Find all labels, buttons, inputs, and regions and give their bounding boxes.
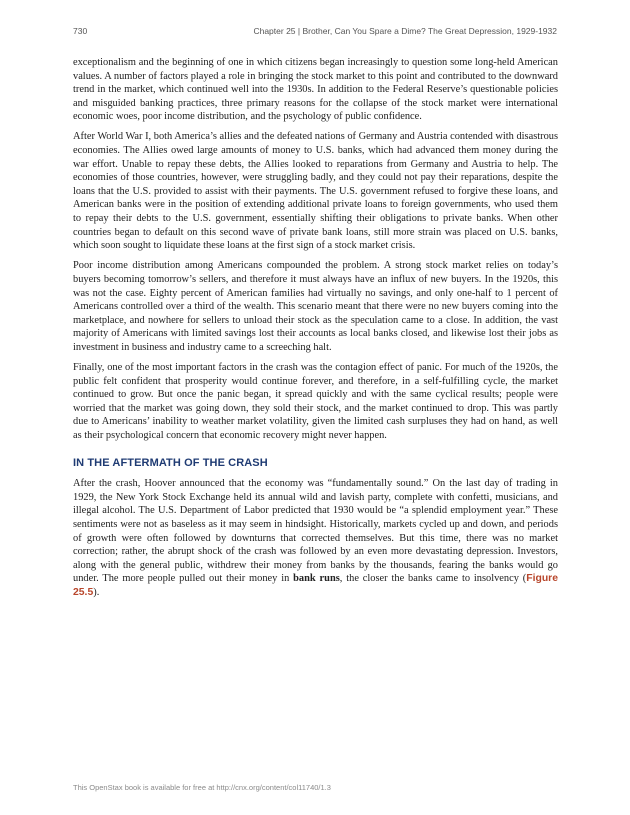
paragraph-1: exceptionalism and the beginning of one in which citizens began increasingly to question some long-held American values. A number of factors played a role in bringing the stock market to this point and contributed to the downward trend in the market, which continued well into the 1930s. In addition to the Federal Reserve’s questionable policies and misguided banking practices, three primary reasons for the collapse of the stock market were international economic woes, poor income distribution, and the psychology of public confidence.: [73, 57, 558, 123]
paragraph-5-text: After the crash, Hoover announced that the economy was “fundamentally sound.” On the last day of trading in 1929, the New York Stock Exchange held its annual wild and lavish party, complete with confetti, musicians, and illegal alcohol. The U.S. Department of Labor predicted that 1930 would be “a splendid employment year.” These sentiments were not as baseless as it may seem in hindsight. Historically, markets cycled up and down, and periods of growth were often followed by downturns that corrected themselves. But this time, there was no market correction; rather, the abrupt shock of the crash was followed by an even more devastating depression. Investors, along with the general public, withdrew their money from banks by the thousands, fearing the banks would go under. The more people pulled out their money in: [73, 478, 558, 585]
paragraph-5-end: ).: [93, 586, 100, 598]
paragraph-5-continued: , the closer the banks came to insolvency (: [339, 573, 527, 585]
section-heading: IN THE AFTERMATH OF THE CRASH: [73, 456, 268, 469]
main-text: [73, 56, 558, 606]
paragraph-4: Finally, one of the most important factors in the crash was the contagion effect of panic. For much of the 1920s, the public felt confident that prosperity would continue forever, and therefore, in a self-fulfilling cycle, the market continued to grow. But once the panic began, it spread quickly and with the same cyclical results; people were worried that the market was going down, they sold their stock, and the market continued to drop. This was partly due to Americans’ inability to weather market volatility, given the limited cash surpluses they had on hand, as well as their psychological concern that economic recovery might never happen.: [73, 361, 558, 441]
paragraph-3: Poor income distribution among Americans compounded the problem. A strong stock market relies on today’s buyers becoming tomorrow’s sellers, and therefore it must always have an influx of new buyers. In the 1920s, this was not the case. Eighty percent of American families had virtually no savings, and only one-half to 1 percent of Americans controlled over a third of the wealth. This scenario meant that there were no new buyers coming into the marketplace, and nowhere for sellers to unload their stock as the speculation came to a close. In addition, the vast majority of Americans with limited savings lost their accounts as local banks closed, and likewise lost their jobs as investment in business and industry came to a screeching halt.: [73, 260, 558, 353]
page-footer: This OpenStax book is available for free at http://cnx.org/content/col11740/1.3: [73, 783, 331, 792]
paragraph-2: After World War I, both America’s allies and the defeated nations of Germany and Austria contended with disastrous economies. The Allies owed large amounts of money to U.S. banks, which had advanced them money during the war effort. Unable to repay these debts, the Allies looked to reparations from Germany and Austria to help. The economies of those countries, however, were struggling badly, and they could not pay their reparations, despite the loans that the U.S. provided to assist with their payments. The U.S. government refused to forgive these loans, and American banks were in the position of extending additional private loans to foreign governments, who used them to repay their debts to the U.S. government, essentially shifting their obligations to private banks. When other countries began to default on this second wave of private bank loans, still more strain was placed on U.S. banks, which soon sought to liquidate these loans at the first sign of a stock market crisis.: [73, 131, 559, 252]
page-number: 730: [73, 26, 88, 36]
figure-reference-link[interactable]: Figure 25.5: [73, 573, 559, 598]
chapter-title: Chapter 25 | Brother, Can You Spare a Dime? The Great Depression, 1929-1932: [253, 26, 557, 36]
running-header: [73, 26, 557, 36]
paragraph-5: [73, 477, 558, 599]
key-term-bank-runs: bank runs: [293, 573, 340, 585]
